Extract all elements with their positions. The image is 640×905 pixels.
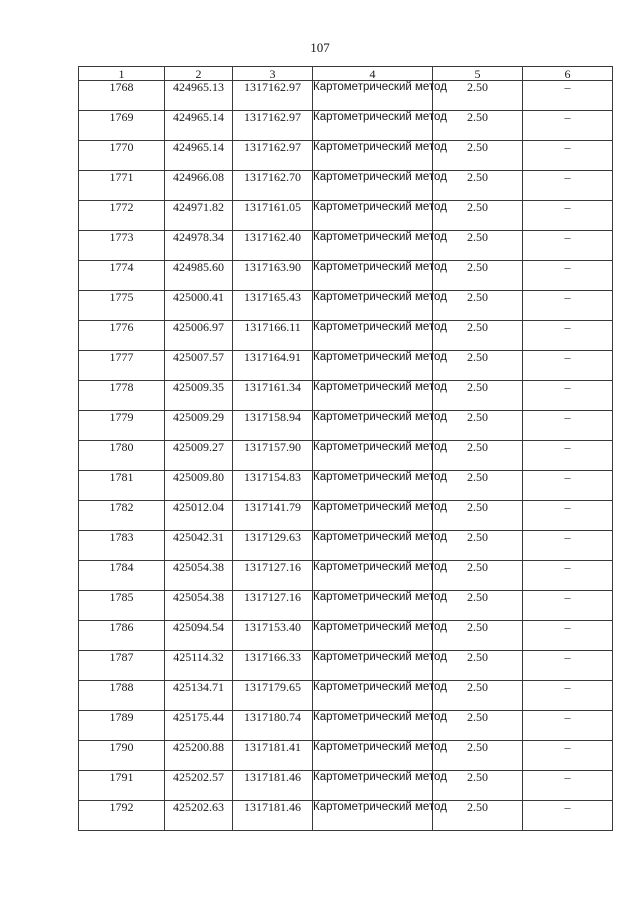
x-coordinate-cell: 425094.54	[165, 621, 233, 651]
accuracy-cell: 2.50	[433, 291, 523, 321]
accuracy-cell: 2.50	[433, 171, 523, 201]
note-cell: –	[523, 261, 613, 291]
method-cell: Картометрический метод	[313, 591, 433, 621]
method-cell: Картометрический метод	[313, 81, 433, 111]
y-coordinate-cell: 1317181.46	[233, 771, 313, 801]
x-coordinate-cell: 424966.08	[165, 171, 233, 201]
point-number-cell: 1784	[79, 561, 165, 591]
point-number-cell: 1781	[79, 471, 165, 501]
point-number-cell: 1769	[79, 111, 165, 141]
note-cell: –	[523, 441, 613, 471]
note-cell: –	[523, 471, 613, 501]
point-number-cell: 1772	[79, 201, 165, 231]
y-coordinate-cell: 1317163.90	[233, 261, 313, 291]
header-col-6: 6	[523, 67, 613, 81]
y-coordinate-cell: 1317161.05	[233, 201, 313, 231]
point-number-cell: 1773	[79, 231, 165, 261]
accuracy-cell: 2.50	[433, 561, 523, 591]
x-coordinate-cell: 425012.04	[165, 501, 233, 531]
point-number-cell: 1771	[79, 171, 165, 201]
method-cell: Картометрический метод	[313, 291, 433, 321]
note-cell: –	[523, 81, 613, 111]
y-coordinate-cell: 1317164.91	[233, 351, 313, 381]
header-col-5: 5	[433, 67, 523, 81]
note-cell: –	[523, 531, 613, 561]
point-number-cell: 1768	[79, 81, 165, 111]
accuracy-cell: 2.50	[433, 651, 523, 681]
point-number-cell: 1782	[79, 501, 165, 531]
point-number-cell: 1778	[79, 381, 165, 411]
method-cell: Картометрический метод	[313, 711, 433, 741]
page-number: 107	[310, 40, 330, 55]
method-cell: Картометрический метод	[313, 561, 433, 591]
y-coordinate-cell: 1317162.97	[233, 141, 313, 171]
note-cell: –	[523, 711, 613, 741]
table-row	[79, 621, 613, 651]
note-cell: –	[523, 651, 613, 681]
table-row	[79, 801, 613, 831]
note-cell: –	[523, 621, 613, 651]
y-coordinate-cell: 1317166.11	[233, 321, 313, 351]
point-number-cell: 1783	[79, 531, 165, 561]
accuracy-cell: 2.50	[433, 111, 523, 141]
note-cell: –	[523, 291, 613, 321]
x-coordinate-cell: 425054.38	[165, 591, 233, 621]
table-row	[79, 351, 613, 381]
table-row	[79, 681, 613, 711]
x-coordinate-cell: 425007.57	[165, 351, 233, 381]
accuracy-cell: 2.50	[433, 381, 523, 411]
accuracy-cell: 2.50	[433, 141, 523, 171]
table-row	[79, 471, 613, 501]
table-row	[79, 591, 613, 621]
point-number-cell: 1789	[79, 711, 165, 741]
y-coordinate-cell: 1317153.40	[233, 621, 313, 651]
point-number-cell: 1770	[79, 141, 165, 171]
point-number-cell: 1774	[79, 261, 165, 291]
method-cell: Картометрический метод	[313, 141, 433, 171]
method-cell: Картометрический метод	[313, 741, 433, 771]
point-number-cell: 1788	[79, 681, 165, 711]
method-cell: Картометрический метод	[313, 441, 433, 471]
x-coordinate-cell: 425000.41	[165, 291, 233, 321]
table-row	[79, 651, 613, 681]
point-number-cell: 1792	[79, 801, 165, 831]
y-coordinate-cell: 1317162.97	[233, 111, 313, 141]
accuracy-cell: 2.50	[433, 321, 523, 351]
y-coordinate-cell: 1317127.16	[233, 561, 313, 591]
table-row	[79, 81, 613, 111]
table-row	[79, 411, 613, 441]
table-row	[79, 291, 613, 321]
point-number-cell: 1785	[79, 591, 165, 621]
point-number-cell: 1780	[79, 441, 165, 471]
x-coordinate-cell: 425042.31	[165, 531, 233, 561]
method-cell: Картометрический метод	[313, 471, 433, 501]
table-row	[79, 711, 613, 741]
x-coordinate-cell: 424971.82	[165, 201, 233, 231]
method-cell: Картометрический метод	[313, 351, 433, 381]
x-coordinate-cell: 425054.38	[165, 561, 233, 591]
method-cell: Картометрический метод	[313, 261, 433, 291]
note-cell: –	[523, 381, 613, 411]
method-cell: Картометрический метод	[313, 531, 433, 561]
header-col-4: 4	[313, 67, 433, 81]
accuracy-cell: 2.50	[433, 591, 523, 621]
x-coordinate-cell: 424978.34	[165, 231, 233, 261]
table-row	[79, 501, 613, 531]
table-row	[79, 141, 613, 171]
coordinates-table	[78, 66, 613, 831]
point-number-cell: 1777	[79, 351, 165, 381]
note-cell: –	[523, 171, 613, 201]
y-coordinate-cell: 1317181.46	[233, 801, 313, 831]
table-row	[79, 441, 613, 471]
x-coordinate-cell: 424985.60	[165, 261, 233, 291]
accuracy-cell: 2.50	[433, 621, 523, 651]
header-row	[79, 67, 613, 81]
method-cell: Картометрический метод	[313, 501, 433, 531]
method-cell: Картометрический метод	[313, 381, 433, 411]
y-coordinate-cell: 1317180.74	[233, 711, 313, 741]
note-cell: –	[523, 801, 613, 831]
table-row	[79, 381, 613, 411]
x-coordinate-cell: 425006.97	[165, 321, 233, 351]
table-header	[79, 67, 613, 81]
header-col-3: 3	[233, 67, 313, 81]
method-cell: Картометрический метод	[313, 651, 433, 681]
point-number-cell: 1779	[79, 411, 165, 441]
note-cell: –	[523, 501, 613, 531]
x-coordinate-cell: 425202.63	[165, 801, 233, 831]
accuracy-cell: 2.50	[433, 471, 523, 501]
table-row	[79, 231, 613, 261]
accuracy-cell: 2.50	[433, 771, 523, 801]
header-col-1: 1	[79, 67, 165, 81]
note-cell: –	[523, 681, 613, 711]
method-cell: Картометрический метод	[313, 411, 433, 441]
accuracy-cell: 2.50	[433, 741, 523, 771]
table-row	[79, 321, 613, 351]
accuracy-cell: 2.50	[433, 441, 523, 471]
note-cell: –	[523, 741, 613, 771]
table-row	[79, 771, 613, 801]
table-row	[79, 531, 613, 561]
note-cell: –	[523, 141, 613, 171]
note-cell: –	[523, 771, 613, 801]
accuracy-cell: 2.50	[433, 711, 523, 741]
note-cell: –	[523, 201, 613, 231]
y-coordinate-cell: 1317162.97	[233, 81, 313, 111]
method-cell: Картометрический метод	[313, 171, 433, 201]
y-coordinate-cell: 1317141.79	[233, 501, 313, 531]
y-coordinate-cell: 1317154.83	[233, 471, 313, 501]
x-coordinate-cell: 425009.35	[165, 381, 233, 411]
point-number-cell: 1791	[79, 771, 165, 801]
x-coordinate-cell: 425200.88	[165, 741, 233, 771]
y-coordinate-cell: 1317166.33	[233, 651, 313, 681]
note-cell: –	[523, 411, 613, 441]
table-row	[79, 111, 613, 141]
x-coordinate-cell: 424965.13	[165, 81, 233, 111]
x-coordinate-cell: 425175.44	[165, 711, 233, 741]
y-coordinate-cell: 1317158.94	[233, 411, 313, 441]
note-cell: –	[523, 561, 613, 591]
table-row	[79, 261, 613, 291]
accuracy-cell: 2.50	[433, 501, 523, 531]
y-coordinate-cell: 1317129.63	[233, 531, 313, 561]
table-row	[79, 561, 613, 591]
y-coordinate-cell: 1317162.40	[233, 231, 313, 261]
note-cell: –	[523, 111, 613, 141]
point-number-cell: 1775	[79, 291, 165, 321]
point-number-cell: 1776	[79, 321, 165, 351]
note-cell: –	[523, 231, 613, 261]
note-cell: –	[523, 351, 613, 381]
method-cell: Картометрический метод	[313, 111, 433, 141]
y-coordinate-cell: 1317179.65	[233, 681, 313, 711]
point-number-cell: 1786	[79, 621, 165, 651]
method-cell: Картометрический метод	[313, 201, 433, 231]
table-row	[79, 741, 613, 771]
table-row	[79, 201, 613, 231]
note-cell: –	[523, 591, 613, 621]
accuracy-cell: 2.50	[433, 261, 523, 291]
table-body	[79, 81, 613, 831]
accuracy-cell: 2.50	[433, 231, 523, 261]
accuracy-cell: 2.50	[433, 531, 523, 561]
y-coordinate-cell: 1317181.41	[233, 741, 313, 771]
accuracy-cell: 2.50	[433, 81, 523, 111]
method-cell: Картометрический метод	[313, 681, 433, 711]
accuracy-cell: 2.50	[433, 681, 523, 711]
y-coordinate-cell: 1317127.16	[233, 591, 313, 621]
note-cell: –	[523, 321, 613, 351]
accuracy-cell: 2.50	[433, 801, 523, 831]
point-number-cell: 1790	[79, 741, 165, 771]
accuracy-cell: 2.50	[433, 201, 523, 231]
x-coordinate-cell: 424965.14	[165, 111, 233, 141]
method-cell: Картометрический метод	[313, 801, 433, 831]
x-coordinate-cell: 425202.57	[165, 771, 233, 801]
x-coordinate-cell: 425114.32	[165, 651, 233, 681]
x-coordinate-cell: 425009.27	[165, 441, 233, 471]
accuracy-cell: 2.50	[433, 351, 523, 381]
y-coordinate-cell: 1317157.90	[233, 441, 313, 471]
method-cell: Картометрический метод	[313, 321, 433, 351]
x-coordinate-cell: 425009.29	[165, 411, 233, 441]
x-coordinate-cell: 425009.80	[165, 471, 233, 501]
method-cell: Картометрический метод	[313, 621, 433, 651]
x-coordinate-cell: 425134.71	[165, 681, 233, 711]
header-col-2: 2	[165, 67, 233, 81]
y-coordinate-cell: 1317162.70	[233, 171, 313, 201]
point-number-cell: 1787	[79, 651, 165, 681]
table-row	[79, 171, 613, 201]
y-coordinate-cell: 1317165.43	[233, 291, 313, 321]
y-coordinate-cell: 1317161.34	[233, 381, 313, 411]
method-cell: Картометрический метод	[313, 231, 433, 261]
accuracy-cell: 2.50	[433, 411, 523, 441]
method-cell: Картометрический метод	[313, 771, 433, 801]
x-coordinate-cell: 424965.14	[165, 141, 233, 171]
